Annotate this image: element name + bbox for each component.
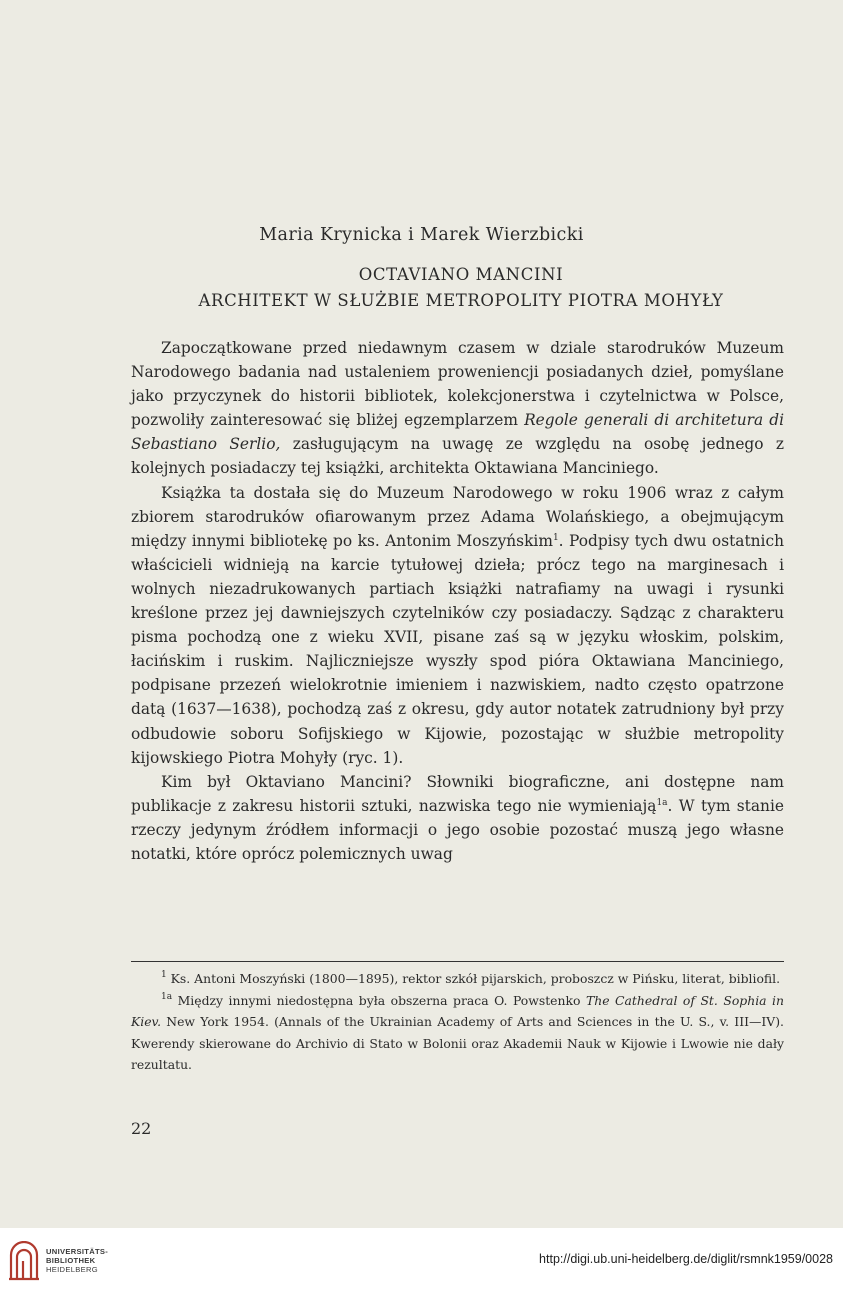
- article-title: [0, 262, 843, 314]
- paragraph-3: Kim był Oktaviano Mancini? Słowniki biograficzne, ani dostępne nam publikacje z zakresu historii sztuki, nazwiska tego nie wymieniają$^{1a}$. W tym stanie rzeczy jedynym źródłem informacji o jego osobie pozostać muszą jego własne notatki, które oprócz polemicznych uwag: [131, 772, 784, 863]
- title-line-2: ARCHITEKT W SŁUŻBIE METROPOLITY PIOTRA MOHYŁY: [198, 291, 724, 310]
- footnotes: [131, 968, 784, 1076]
- library-name: UNIVERSITÄTS- BIBLIOTHEK HEIDELBERG: [46, 1247, 109, 1275]
- footnote-1a: $^{1a}$ Między innymi niedostępna była obszerna praca O. Powstenko The Cathedral of St. Sophia in Kiev. New York 1954. (Annals of the Ukrainian Academy of Arts and Sciences in the U. S., v. III—IV). Kwerendy skierowane do Archivio di Stato w Bolonii oraz Akademii Nauk w Kijowie i Lwowie nie dały rezultatu.: [131, 991, 784, 1073]
- article-body: [131, 336, 784, 866]
- paragraph-2: Książka ta dostała się do Muzeum Narodowego w roku 1906 wraz z całym zbiorem starodruków ofiarowanym przez Adama Wolańskiego, a obejmującym między innymi bibliotekę po ks. Antonim Moszyńskim$^1$. Podpisy tych dwu ostatnich właścicieli widnieją na karcie tytułowej dzieła; prócz tego na marginesach i wolnych niezadrukowanych partiach książki natrafiamy na uwagi i rysunki kreślone przez jej dawniejszych czytelników czy posiadaczy. Sądząc z charakteru pisma pochodzą one z wieku XVII, pisane zaś są w języku włoskim, polskim, łacińskim i ruskim. Najliczniejsze wyszły spod pióra Oktawiana Manciniego, podpisane przezeń wielokrotnie imieniem i nazwiskiem, nadto często opatrzone datą (1637—1638), pochodzą zaś z okresu, gdy autor notatek zatrudniony był przy odbudowie soboru Sofijskiego w Kijowie, pozostając w służbie metropolity kijowskiego Piotra Mohyły (ryc. 1).: [131, 483, 785, 767]
- source-url-link[interactable]: http://digi.ub.uni-heidelberg.de/diglit/rsmnk1959/0028: [539, 1252, 833, 1266]
- title-line-1: OCTAVIANO MANCINI: [358, 265, 564, 284]
- digitization-footer: [0, 1228, 843, 1293]
- page-number: 22: [131, 1119, 152, 1138]
- footnote-ref-1a: 1a: [656, 797, 668, 808]
- paragraph-1: Zapoczątkowane przed niedawnym czasem w dziale starodruków Muzeum Narodowego badania nad ustaleniem proweniencji posiadanych dzieł, pomyślane jako przyczynek do historii bibliotek, kolekcjonerstwa i czytelnictwa w Polsce, pozwoliły zainteresować się bliżej egzemplarzem Regole generali di architetura di Sebastiano Serlio, zasługującym na uwagę ze względu na osobę jednego z kolejnych posiadaczy tej książki, architekta Oktawiana Manciniego.: [131, 339, 785, 478]
- article-authors: Maria Krynicka i Marek Wierzbicki: [259, 225, 584, 245]
- footnote-ref-1: 1: [552, 532, 559, 543]
- book-title: Regole generali di architetura di Sebastiano Serlio,: [131, 411, 785, 454]
- footnote-1: $^1$ Ks. Antoni Moszyński (1800—1895), rektor szkół pijarskich, proboszcz w Pińsku, literat, bibliofil.: [161, 970, 781, 986]
- library-logo-icon: [8, 1241, 40, 1281]
- footnote-divider: [131, 961, 784, 962]
